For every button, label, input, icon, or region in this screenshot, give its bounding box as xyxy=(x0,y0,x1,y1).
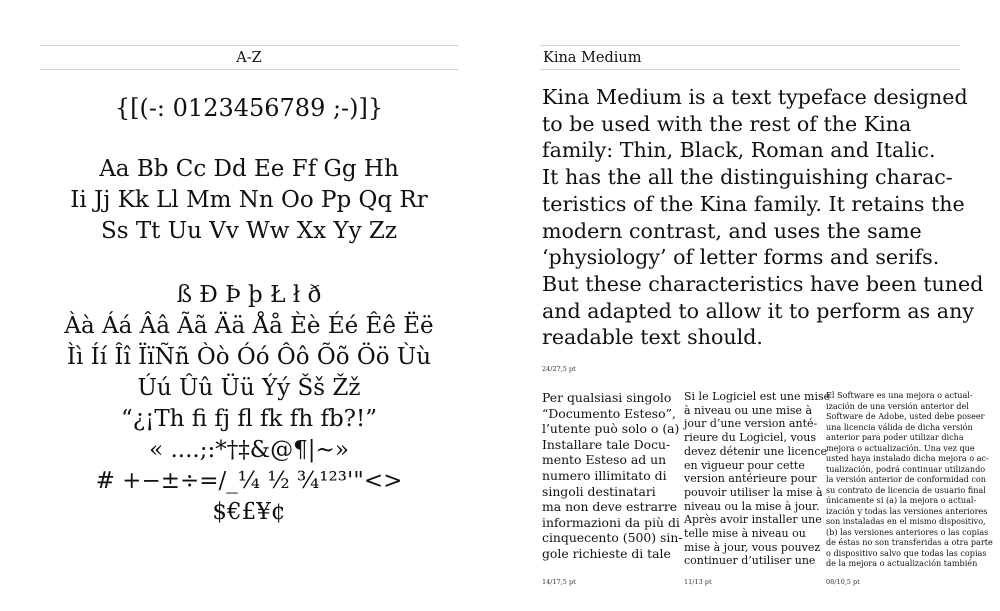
alphabet-block xyxy=(40,154,458,247)
column-size-label: 08/10,5 pt xyxy=(826,578,860,586)
text-line: version antérieure pour xyxy=(684,472,817,486)
text-line: El Software es una mejora o actual- xyxy=(826,390,973,400)
text-line: ‘physiology’ of letter forms and serifs. xyxy=(542,245,940,270)
glyph-line: Ìì Íí Îî ÏïÑñ Òò Óó Ôô Õõ Öö Ùù xyxy=(66,344,432,370)
glyph-line: Aa Bb Cc Dd Ee Ff Gg Hh xyxy=(99,156,399,182)
text-line: But these characteristics have been tuned xyxy=(542,271,984,296)
text-line: l’utente può solo o (a) xyxy=(542,421,680,437)
text-line: únicamente si (a) la mejora o actual- xyxy=(826,495,977,505)
text-line: son instaladas en el mismo dispositivo, xyxy=(826,516,986,526)
text-line: la versión anterior de conformidad con xyxy=(826,474,987,484)
text-line: “Documento Esteso”, xyxy=(542,405,676,421)
text-line: pouvoir utiliser la mise à xyxy=(684,485,823,499)
text-line: mento Esteso ad un xyxy=(542,452,667,468)
text-line: Kina Medium is a text typeface designed xyxy=(542,85,968,109)
text-line: telle mise à niveau ou xyxy=(684,527,806,541)
text-line: à niveau ou une mise à xyxy=(684,403,813,417)
text-line: ización y todas las versiones anteriores xyxy=(826,505,988,516)
top-rule xyxy=(540,45,960,46)
text-line: anterior para poder utilizar dicha xyxy=(826,432,964,442)
text-line: mise à jour, vous pouvez xyxy=(684,540,821,554)
text-line: mejora o actualización. Una vez que xyxy=(826,442,975,453)
text-line: continuer d’utiliser une xyxy=(684,554,816,568)
glyph-line: Ss Tt Uu Vv Ww Xx Yy Zz xyxy=(100,218,398,244)
panel-header: A-Z xyxy=(236,50,262,66)
text-column-spanish xyxy=(826,390,993,569)
text-line: family: Thin, Black, Roman and Italic. xyxy=(542,138,936,163)
text-line: singoli destinatari xyxy=(542,483,656,499)
numerals-line xyxy=(40,92,458,124)
text-line: de la mejora o actualización también xyxy=(826,558,978,568)
text-line: jour d’une version anté- xyxy=(684,417,818,431)
text-line: una licencia válida de dicha versión xyxy=(826,421,973,432)
panel-header: Kina Medium xyxy=(543,50,642,66)
text-line: to be used with the rest of the Kina xyxy=(542,111,912,136)
text-line: Installare tale Docu- xyxy=(542,436,671,452)
text-line: modern contrast, and uses the same xyxy=(542,218,922,243)
text-line: (b) las versiones anteriores o las copias xyxy=(826,526,989,537)
text-line: Software de Adobe, usted debe poseer xyxy=(826,411,985,421)
text-line: rieure du Logiciel, vous xyxy=(684,431,817,445)
header-rule xyxy=(540,69,960,70)
intro-size-label: 24/27,5 pt xyxy=(542,365,576,373)
text-line: Si le Logiciel est une mise xyxy=(684,390,831,403)
text-line: Après avoir installer une xyxy=(684,513,822,527)
glyph-line: “¿¡Th fi fj fl fk fh fb?!” xyxy=(120,406,378,432)
special-characters-block xyxy=(40,280,458,528)
column-size-label: 14/17,5 pt xyxy=(542,578,576,586)
text-line: o dispositivo salvo que todas las copias xyxy=(826,547,987,558)
intro-paragraph xyxy=(542,84,984,351)
text-line: numero illimitato di xyxy=(542,467,667,483)
glyph-line: $€£¥¢ xyxy=(212,499,286,525)
glyph-line: # +−±÷=/_¼ ½ ¾¹²³'"<> xyxy=(95,468,403,494)
text-line: cinquecento (500) sin- xyxy=(542,530,683,546)
text-line: devez détenir une licence xyxy=(684,444,828,458)
text-line: su contrato de licencia de usuario final xyxy=(826,484,986,495)
header-rule xyxy=(40,69,458,70)
text-line: tualización, podrá continuar utilizando xyxy=(826,463,986,474)
text-column-italian xyxy=(542,390,683,562)
glyph-line: ß Đ Þ þ Ł ł ð xyxy=(176,282,322,308)
text-line: ma non deve estrarre xyxy=(542,499,678,515)
glyph-line: Úú Ûû Üü Ýý Šš Žž xyxy=(137,375,361,401)
text-line: ización de una versión anterior del xyxy=(826,400,969,411)
text-line: de éstas no son transferidas a otra parte xyxy=(826,537,993,547)
text-line: It has the all the distinguishing charac- xyxy=(542,165,953,190)
text-line: en vigueur pour cette xyxy=(684,458,805,472)
top-rule xyxy=(40,45,458,46)
column-size-label: 11/13 pt xyxy=(684,578,712,586)
glyph-line: Àà Áá Ââ Ãã Ää Åå Èè Éé Êê Ëë xyxy=(64,313,434,339)
text-line: teristics of the Kina family. It retains the xyxy=(542,191,965,216)
glyph-line: {[(-: 0123456789 ;-)]} xyxy=(114,94,384,122)
glyph-line: Ii Jj Kk Ll Mm Nn Oo Pp Qq Rr xyxy=(70,187,428,213)
text-line: readable text should. xyxy=(542,325,763,350)
glyph-line: « ....;:*†‡&@¶|~» xyxy=(149,437,349,463)
text-line: informazioni da più di xyxy=(542,514,680,530)
text-line: and adapted to allow it to perform as any xyxy=(542,298,974,323)
text-line: gole richieste di tale xyxy=(542,545,671,561)
text-column-french xyxy=(684,390,830,568)
text-line: niveau ou la mise à jour. xyxy=(684,499,820,513)
text-line: Per qualsiasi singolo xyxy=(542,390,672,405)
text-line: usted haya instalado dicha mejora o ac- xyxy=(826,453,989,463)
